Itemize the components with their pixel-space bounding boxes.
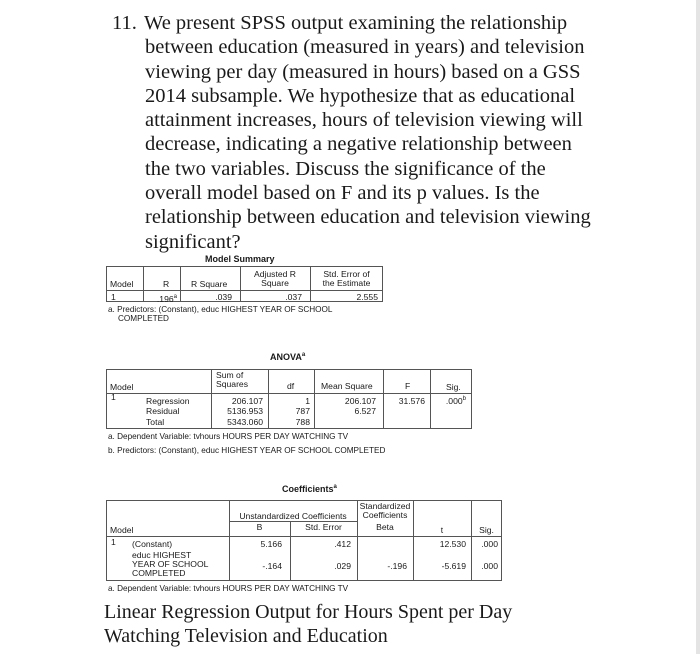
coefficients-title: Coefficients$^a$ — [282, 484, 337, 494]
row-model: 1 — [111, 392, 116, 402]
cell-ss: 5136.953 — [227, 406, 263, 416]
row-label: Total — [146, 417, 165, 427]
cell-ms: 206.107 — [344, 396, 376, 406]
row-r: .196$^a$ — [156, 293, 177, 304]
header-se-2: the Estimate — [322, 278, 371, 288]
header-df: df — [287, 381, 295, 391]
header-standardized-2: Coefficients — [362, 510, 408, 520]
cell-t: 12.530 — [439, 539, 466, 549]
header-std-error: Std. Error — [305, 522, 342, 532]
cell-ss: 206.107 — [231, 396, 263, 406]
figure-caption — [104, 600, 624, 648]
header-r: R — [163, 279, 170, 289]
row-se: 2.555 — [356, 292, 378, 302]
cell-df: 788 — [295, 417, 310, 427]
cell-sig: .000 — [481, 561, 498, 571]
scrollbar-edge — [696, 0, 700, 654]
header-standardized-1: Standardized — [359, 501, 411, 511]
header-model: Model — [110, 279, 134, 289]
row-label: Residual — [146, 406, 180, 416]
model-summary-note-2: COMPLETED — [118, 314, 169, 323]
cell-t: -5.619 — [441, 561, 466, 571]
cell-se: .412 — [334, 539, 351, 549]
question-line: 2014 subsample. We hypothesize that as educational — [145, 84, 576, 107]
coefficients-note-a: a. Dependent Variable: tvhours HOURS PER DAY WATCHING TV — [108, 584, 349, 593]
model-summary-note: a. Predictors: (Constant), educ HIGHEST YEAR OF SCHOOL — [108, 305, 333, 314]
cell-b: 5.166 — [260, 539, 282, 549]
header-adj-r-1: Adjusted R — [253, 269, 297, 279]
anova-note-b: b. Predictors: (Constant), educ HIGHEST YEAR OF SCHOOL COMPLETED — [108, 446, 386, 455]
question-number: 11. — [112, 12, 137, 34]
cell-df: 787 — [295, 406, 310, 416]
row-label-educ: educ HIGHEST — [132, 550, 192, 560]
question-line: overall model based on F and its p values. Is the — [145, 182, 540, 205]
question-line: relationship between education and television viewing — [145, 206, 591, 229]
question-line: decrease, indicating a negative relationship between — [145, 133, 572, 156]
row-label-educ: COMPLETED — [132, 568, 186, 578]
header-t: t — [440, 525, 444, 535]
question-line: We present SPSS output examining the relationship — [144, 12, 568, 34]
question-line: the two variables. Discuss the significance of the — [145, 157, 546, 180]
question-text — [145, 11, 612, 254]
header-sig: Sig. — [479, 525, 494, 535]
cell-sig: .000$^b$ — [445, 395, 466, 406]
caption-line: Linear Regression Output for Hours Spent per Day — [104, 601, 513, 623]
row-model: 1 — [111, 537, 116, 547]
row-label-constant: (Constant) — [132, 539, 173, 549]
row-adj-r: .037 — [285, 292, 302, 302]
row-r-square: .039 — [215, 292, 232, 302]
header-b: B — [256, 522, 263, 532]
question-line: viewing per day (measured in hours) based on a GSS — [145, 60, 581, 83]
cell-beta: -.196 — [387, 561, 407, 571]
header-adj-r-2: Square — [261, 278, 289, 288]
cell-se: .029 — [334, 561, 351, 571]
cell-b: -.164 — [262, 561, 282, 571]
header-unstandardized: Unstandardized Coefficients — [239, 511, 347, 521]
cell-df: 1 — [305, 396, 310, 406]
header-f: F — [405, 381, 411, 391]
header-sig: Sig. — [446, 382, 461, 392]
header-model: Model — [110, 382, 134, 392]
header-mean-square: Mean Square — [321, 381, 373, 391]
cell-f: 31.576 — [398, 396, 425, 406]
question-line: between education (measured in years) and television — [145, 36, 585, 59]
row-label-educ: YEAR OF SCHOOL — [132, 559, 209, 569]
row-label: Regression — [146, 396, 190, 406]
header-se-1: Std. Error of — [323, 269, 370, 279]
header-ss-2: Squares — [216, 379, 249, 389]
cell-ss: 5343.060 — [227, 417, 263, 427]
question-line: attainment increases, hours of television viewing will — [145, 109, 583, 132]
anova-note-a: a. Dependent Variable: tvhours HOURS PER DAY WATCHING TV — [108, 432, 349, 441]
header-r-square: R Square — [191, 279, 228, 289]
cell-ms: 6.527 — [354, 406, 376, 416]
header-ss-1: Sum of — [216, 370, 244, 380]
row-model: 1 — [111, 292, 116, 302]
caption-line: Watching Television and Education — [104, 625, 388, 647]
question-line: significant? — [145, 230, 241, 253]
cell-sig: .000 — [481, 539, 498, 549]
anova-title: ANOVA$^a$ — [270, 352, 306, 362]
header-model: Model — [110, 525, 134, 535]
question-block — [112, 11, 612, 254]
header-beta: Beta — [376, 522, 394, 532]
model-summary-title: Model Summary — [205, 254, 275, 264]
